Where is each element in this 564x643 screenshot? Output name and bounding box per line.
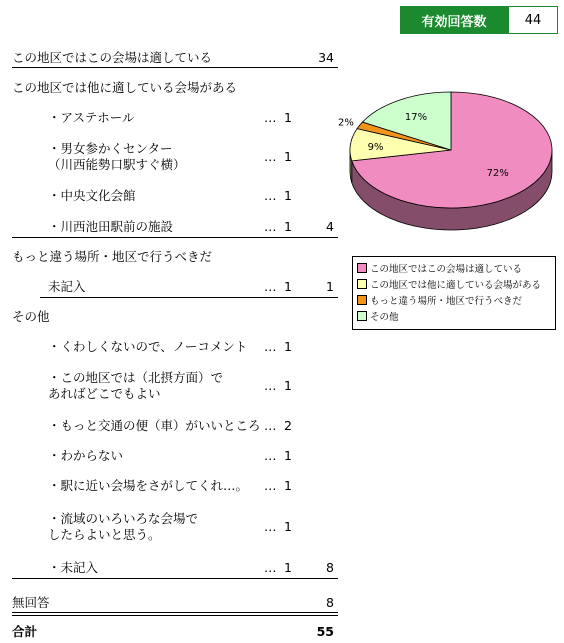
leader-dots: … [264, 188, 277, 203]
row-label: もっと違う場所・地区で行うべきだ [12, 249, 213, 264]
leader-dots: … [264, 519, 277, 534]
divider [12, 237, 338, 238]
leader-dots: … [264, 560, 277, 575]
item-count: 1 [284, 339, 292, 354]
legend-label: もっと違う場所・地区で行うべきだ [370, 296, 523, 307]
response-count-value: 44 [508, 6, 558, 34]
row-label: ・もっと交通の便（車）がいいところ [48, 418, 261, 433]
row-label: その他 [12, 309, 50, 324]
group-total: 8 [326, 595, 334, 610]
item-count: 2 [284, 418, 292, 433]
leader-dots: … [264, 149, 277, 164]
row-label: ・流域のいろいろな会場で したらよいと思う。 [48, 511, 199, 542]
row-label: ・わからない [48, 448, 124, 463]
group-total: 8 [326, 560, 334, 575]
row-label: ・この地区では（北摂方面）で あればどこでもよい [48, 370, 224, 401]
legend-item [357, 260, 551, 276]
leader-dots: … [264, 478, 277, 493]
item-count: 1 [284, 149, 292, 164]
row-label: ・駅に近い会場をさがしてくれ…。 [48, 478, 249, 493]
divider [12, 67, 338, 68]
leader-dots: … [264, 378, 277, 393]
group-total: 4 [326, 219, 334, 234]
row-label: ・川西池田駅前の施設 [48, 219, 174, 234]
response-count-label: 有効回答数 [400, 6, 508, 34]
item-count: 1 [284, 478, 292, 493]
row-label: ・アステホール [48, 110, 135, 125]
pie-data-label: 17% [404, 112, 428, 124]
divider [12, 612, 338, 613]
legend-label: この地区ではこの会場は適している [370, 264, 523, 275]
leader-dots: … [264, 219, 277, 234]
leader-dots: … [264, 110, 277, 125]
divider [12, 615, 338, 616]
group-total: 1 [326, 279, 334, 294]
pie-data-label: 9% [367, 141, 384, 153]
item-count: 1 [284, 448, 292, 463]
legend-swatch [357, 263, 367, 273]
row-label: 合計 [12, 624, 38, 639]
item-count: 1 [284, 560, 292, 575]
legend-label: この地区では他に適している会場がある [370, 280, 542, 291]
pie-data-label: 72% [486, 168, 509, 180]
pie-data-label: 2% [337, 117, 354, 129]
item-count: 1 [284, 279, 292, 294]
group-total: 55 [316, 624, 334, 639]
group-total: 34 [318, 50, 334, 65]
legend-item [357, 276, 551, 292]
legend-swatch [357, 295, 367, 305]
chart-legend [352, 256, 556, 330]
legend-item [357, 308, 551, 324]
legend-item [357, 292, 551, 308]
item-count: 1 [284, 519, 292, 534]
legend-swatch [357, 311, 367, 321]
divider [40, 297, 338, 298]
pie-chart [337, 70, 562, 250]
leader-dots: … [264, 339, 277, 354]
item-count: 1 [284, 378, 292, 393]
legend-label: その他 [370, 312, 399, 323]
item-count: 1 [284, 219, 292, 234]
row-label: 未記入 [48, 279, 86, 294]
row-label: ・未記入 [48, 560, 99, 575]
legend-swatch [357, 279, 367, 289]
leader-dots: … [264, 448, 277, 463]
item-count: 1 [284, 110, 292, 125]
item-count: 1 [284, 188, 292, 203]
row-label: ・男女参かくセンター （川西能勢口駅すぐ横） [48, 141, 186, 172]
leader-dots: … [264, 418, 277, 433]
leader-dots: … [264, 279, 277, 294]
row-label: この地区では他に適している会場がある [12, 80, 238, 95]
row-label: 無回答 [12, 595, 50, 610]
row-label: ・くわしくないので、ノーコメント [48, 339, 248, 354]
row-label: この地区ではこの会場は適している [12, 50, 213, 65]
row-label: ・中央文化会館 [48, 188, 136, 203]
divider [12, 578, 338, 579]
